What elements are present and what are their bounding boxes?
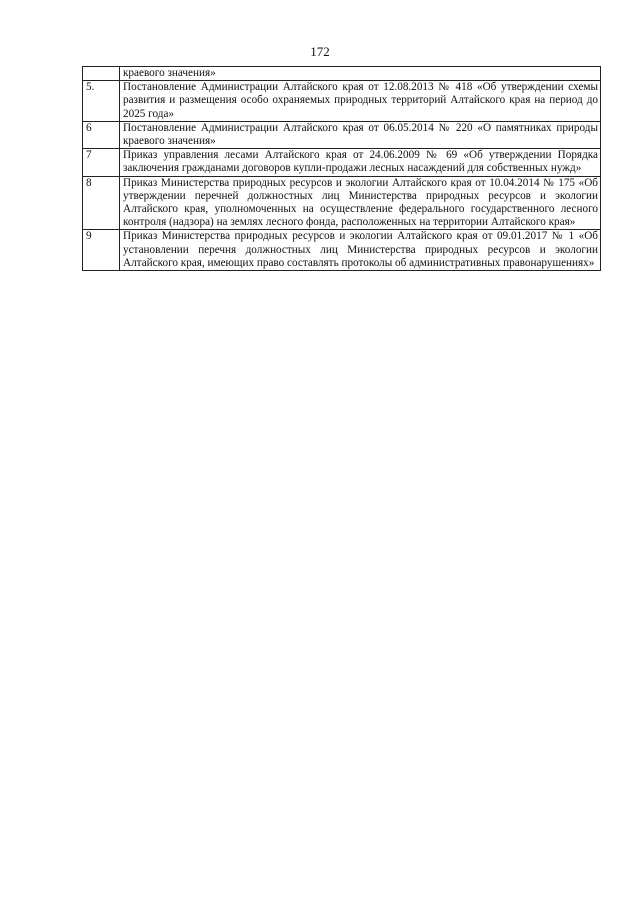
table-row <box>83 176 601 230</box>
row-number-cell: 7 <box>83 149 120 176</box>
act-title-cell: Приказ Министерства природных ресурсов и экологии Алтайского края от 09.01.2017 № 1 «Об установлении перечня должностных лиц Министерства природных ресурсов и экологии Алтайского края, имеющих право составлять протоколы об административных правонарушениях» <box>120 230 601 271</box>
act-title-cell: Приказ Министерства природных ресурсов и экологии Алтайского края от 10.04.2014 № 175 «Об утверждении перечней должностных лиц Министерства природных ресурсов и экологии Алтайского края, уполномоченных на осуществление федерального государственного лесного контроля (надзора) на землях лесного фонда, расположенных на территории Алтайского края» <box>120 176 601 230</box>
act-title-cell: Приказ управления лесами Алтайского края от 24.06.2009 № 69 «Об утверждении Порядка заключения гражданами договоров купли-продажи лесных насаждений для собственных нужд» <box>120 149 601 176</box>
table-row <box>83 121 601 148</box>
act-title-cell: краевого значения» <box>120 67 601 81</box>
row-number-cell: 6 <box>83 121 120 148</box>
row-number-cell: 9 <box>83 230 120 271</box>
table-row <box>83 230 601 271</box>
table-row <box>83 67 601 81</box>
page-number: 172 <box>310 44 330 59</box>
act-title-cell: Постановление Администрации Алтайского края от 12.08.2013 № 418 «Об утверждении схемы развития и размещения особо охраняемых природных территорий Алтайского края на период до 2025 года» <box>120 81 601 122</box>
act-title-cell: Постановление Администрации Алтайского края от 06.05.2014 № 220 «О памятниках природы краевого значения» <box>120 121 601 148</box>
legal-acts-table <box>82 66 601 271</box>
row-number-cell <box>83 67 120 81</box>
row-number-cell: 5. <box>83 81 120 122</box>
row-number-cell: 8 <box>83 176 120 230</box>
table-row <box>83 81 601 122</box>
table-row <box>83 149 601 176</box>
